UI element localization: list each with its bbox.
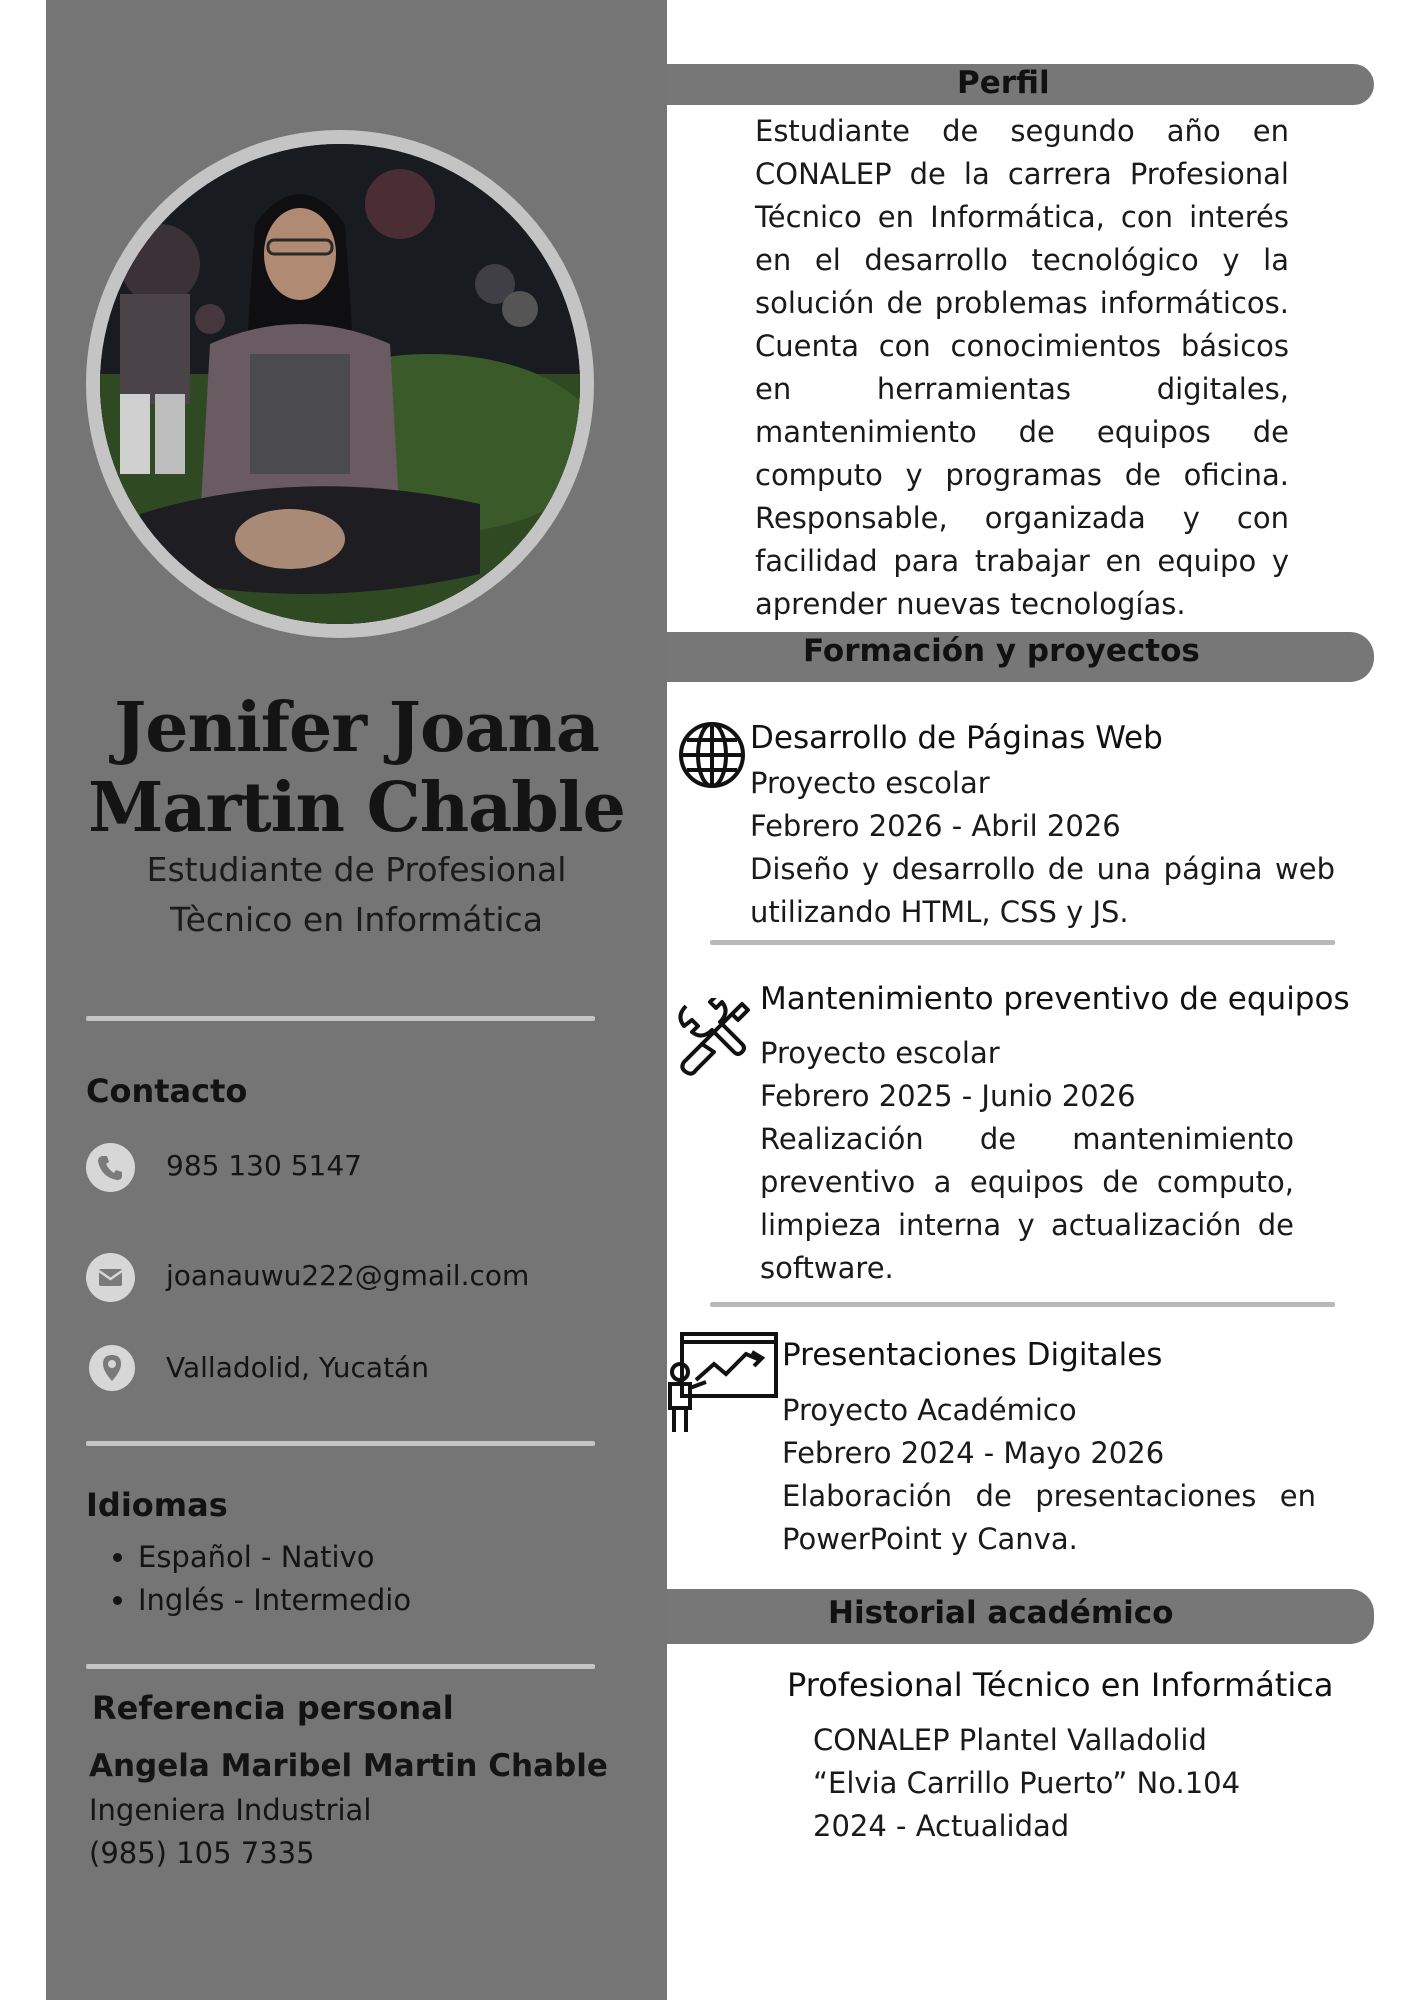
reference-phone: (985) 105 7335 xyxy=(89,1836,315,1870)
language-item: • Español - Nativo xyxy=(138,1536,411,1579)
reference-name: Angela Maribel Martin Chable xyxy=(89,1748,608,1784)
languages-list xyxy=(86,1536,411,1622)
projects-heading: Formación y proyectos xyxy=(803,633,1200,669)
contact-email[interactable]: joanauwu222@gmail.com xyxy=(166,1259,530,1292)
project-description: Elaboración de presentaciones en PowerPoint y Canva. xyxy=(782,1479,1316,1556)
project-dates: Febrero 2026 - Abril 2026 xyxy=(750,809,1121,843)
phone-icon xyxy=(86,1143,135,1192)
location-pin-icon xyxy=(89,1345,135,1391)
project-dates: Febrero 2025 - Junio 2026 xyxy=(760,1079,1136,1113)
subtitle-line-1: Estudiante de Profesional xyxy=(146,850,567,889)
perfil-heading: Perfil xyxy=(957,65,1050,101)
perfil-text: Estudiante de segundo año en CONALEP de la carrera Profesional Técnico en Informática, con interés en el desarrollo tecnológico y la solución de problemas informáticos. Cuenta con conocimientos básicos en herramientas digitales, mantenimiento de equipos de computo y programas de oficina. Responsable, organizada y con facilidad para trabajar en equipo y aprender nuevas tecnologías. xyxy=(755,114,1289,621)
project-title: Presentaciones Digitales xyxy=(782,1337,1163,1373)
globe-icon xyxy=(677,720,747,794)
project-dates: Febrero 2024 - Mayo 2026 xyxy=(782,1436,1165,1470)
name-line-1: Jenifer Joana xyxy=(114,688,599,768)
project-description: Realización de mantenimiento preventivo a equipos de computo, limpieza interna y actualización de software. xyxy=(760,1122,1294,1285)
contact-location: Valladolid, Yucatán xyxy=(166,1351,429,1384)
project-type: Proyecto Académico xyxy=(782,1393,1077,1427)
divider xyxy=(86,1664,595,1669)
project-title: Mantenimiento preventivo de equipos xyxy=(760,981,1350,1017)
academic-heading: Historial académico xyxy=(828,1595,1174,1631)
contact-phone[interactable]: 985 130 5147 xyxy=(166,1149,362,1182)
project-type: Proyecto escolar xyxy=(760,1036,1000,1070)
divider xyxy=(86,1441,595,1446)
language-item: • Inglés - Intermedio xyxy=(138,1579,411,1622)
languages-heading: Idiomas xyxy=(86,1486,228,1524)
divider xyxy=(710,940,1335,945)
contact-heading: Contacto xyxy=(86,1072,248,1110)
reference-role: Ingeniera Industrial xyxy=(89,1793,372,1827)
divider xyxy=(86,1016,595,1021)
profile-photo xyxy=(100,144,580,624)
academic-degree: Profesional Técnico en Informática xyxy=(787,1666,1334,1704)
project-title: Desarrollo de Páginas Web xyxy=(750,720,1163,756)
subtitle-line-2: Tècnico en Informática xyxy=(170,900,543,939)
project-description: Diseño y desarrollo de una página web utilizando HTML, CSS y JS. xyxy=(750,852,1335,929)
project-type: Proyecto escolar xyxy=(750,766,990,800)
name-line-2: Martin Chable xyxy=(88,768,625,848)
academic-school-line-2: “Elvia Carrillo Puerto” No.104 xyxy=(813,1766,1241,1800)
academic-school-line-1: CONALEP Plantel Valladolid xyxy=(813,1723,1207,1757)
tools-icon xyxy=(672,998,754,1084)
divider xyxy=(710,1302,1335,1307)
presentation-icon xyxy=(666,1330,781,1439)
profile-photo-image xyxy=(100,144,580,624)
academic-period: 2024 - Actualidad xyxy=(813,1809,1070,1843)
mail-icon xyxy=(86,1253,135,1302)
reference-heading: Referencia personal xyxy=(92,1689,454,1727)
